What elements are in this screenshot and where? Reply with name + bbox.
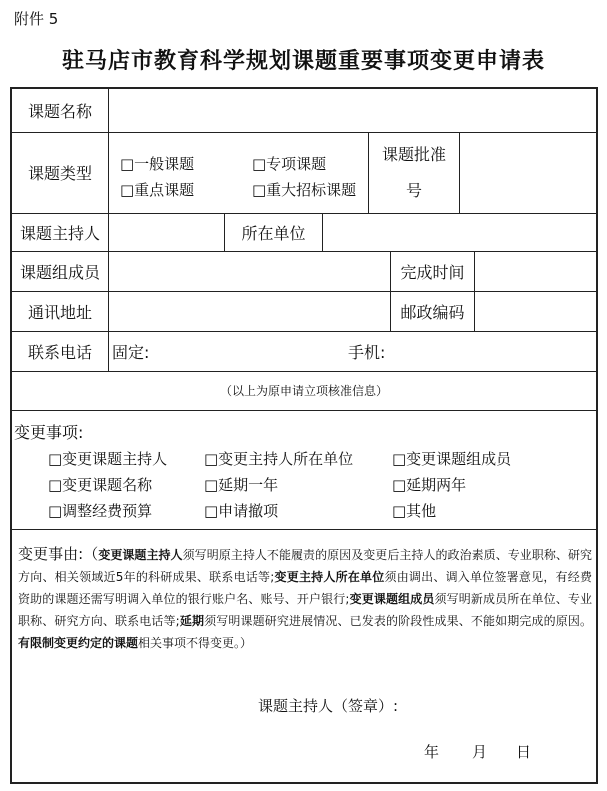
approval-number-field[interactable]	[460, 132, 596, 213]
change-members-checkbox[interactable]: □变更课题组成员	[392, 450, 512, 468]
extend-one-year-checkbox[interactable]: □延期一年	[204, 476, 279, 494]
adjust-budget-checkbox[interactable]: □调整经费预算	[48, 502, 153, 520]
change-items-label: 变更事项:	[14, 423, 84, 442]
unit-label: 所在单位	[241, 223, 306, 243]
finish-time-label: 完成时间	[400, 262, 465, 282]
unit-field[interactable]	[323, 213, 596, 251]
phone-label: 联系电话	[27, 342, 92, 362]
approval-number-label-line1: 课题批准	[381, 144, 446, 164]
host-field[interactable]	[109, 213, 224, 251]
project-name-label: 课题名称	[27, 102, 92, 121]
project-type-label: 课题类型	[27, 164, 92, 183]
type-key-checkbox[interactable]: □重点课题	[120, 181, 195, 199]
members-label: 课题组成员	[19, 262, 100, 282]
page-title: 驻马店市教育科学规划课题重要事项变更申请表	[61, 49, 545, 74]
change-reason-instructions: 变更事由:（变更课题主持人须写明原主持人不能履责的原因及变更后主持人的政治素质、专业职称、研究方向、相关领域近5年的科研成果、联系电话等;变更主持人所在单位须由调出、调入单位签署意见，有经费资助的课题还需写明调入单位的银行账户名、账号、开户银行;变更课题组成员须写明新成员所在单位、专业职称、研究方向、联系电话等;延期须写明课题研究进展情况、已发表的阶段性成果、不能如期完成的原因。有限制变更约定的课题相关事项不得变更。）	[18, 545, 592, 650]
change-name-checkbox[interactable]: □变更课题名称	[48, 476, 153, 494]
host-signature-label: 课题主持人（签章）:	[258, 697, 399, 715]
members-field[interactable]	[109, 251, 390, 291]
address-label: 通讯地址	[27, 302, 92, 322]
address-field[interactable]	[109, 291, 390, 331]
change-host-unit-checkbox[interactable]: □变更主持人所在单位	[204, 450, 354, 468]
host-label: 课题主持人	[19, 223, 100, 243]
date-month-label: 月	[472, 743, 488, 761]
type-general-checkbox[interactable]: □一般课题	[120, 155, 195, 173]
landline-label: 固定:	[112, 342, 150, 362]
type-major-bid-checkbox[interactable]: □重大招标课题	[252, 181, 357, 199]
change-reason-label: 变更事由:（	[18, 545, 99, 563]
attachment-label: 附件 5	[14, 10, 59, 28]
type-special-checkbox[interactable]: □专项课题	[252, 155, 327, 173]
extend-two-years-checkbox[interactable]: □延期两年	[392, 476, 467, 494]
original-info-note: （以上为原申请立项核准信息）	[219, 384, 388, 398]
date-year-label: 年	[424, 743, 440, 761]
withdraw-project-checkbox[interactable]: □申请撤项	[204, 502, 279, 520]
application-form	[10, 87, 598, 784]
mobile-label: 手机:	[348, 342, 386, 362]
finish-time-field[interactable]	[475, 251, 596, 291]
other-checkbox[interactable]: □其他	[392, 502, 437, 520]
date-day-label: 日	[516, 743, 532, 761]
postcode-field[interactable]	[475, 291, 596, 331]
project-name-field[interactable]	[109, 89, 596, 132]
approval-number-label-line2: 号	[405, 180, 422, 200]
change-host-checkbox[interactable]: □变更课题主持人	[48, 450, 168, 468]
postcode-label: 邮政编码	[400, 302, 465, 322]
